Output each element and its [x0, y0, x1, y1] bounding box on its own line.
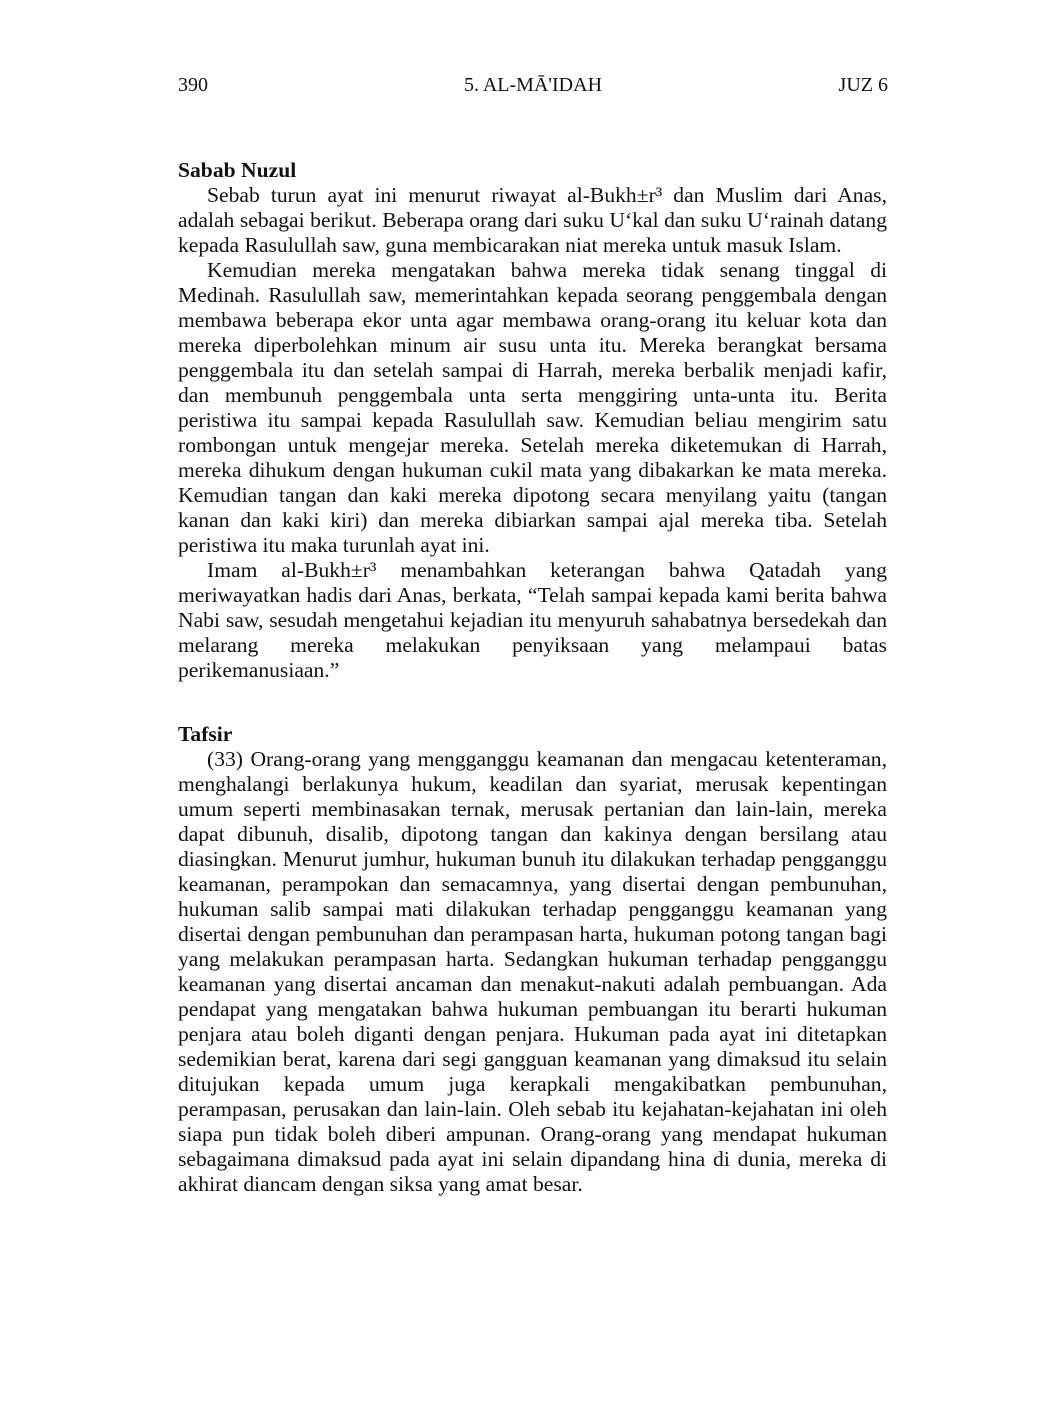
surah-title: 5. AL-MĀ'IDAH	[463, 74, 603, 96]
section-spacer	[178, 683, 887, 722]
juz-label: JUZ 6	[838, 74, 888, 96]
sabab-nuzul-section	[178, 158, 887, 683]
page-number: 390	[178, 74, 208, 96]
sabab-nuzul-heading: Sabab Nuzul	[178, 158, 297, 182]
tafsir-heading: Tafsir	[178, 722, 233, 746]
sabab-nuzul-paragraph: Imam al-Bukh±r³ menambahkan keterangan bahwa Qatadah yang meriwayatkan hadis dari Anas, berkata, “Telah sampai kepada kami berita bahwa Nabi saw, sesudah mengetahui kejadian itu menyuruh sahabatnya bersedekah dan melarang mereka melakukan penyiksaan yang melampaui batas perikemanusiaan.”	[178, 558, 887, 682]
sabab-nuzul-paragraph: Sebab turun ayat ini menurut riwayat al-Bukh±r³ dan Muslim dari Anas, adalah sebagai berikut. Beberapa orang dari suku U‘kal dan suku U‘rainah datang kepada Rasulullah saw, guna membicarakan niat mereka untuk masuk Islam.	[178, 183, 887, 257]
page-header	[178, 70, 888, 100]
sabab-nuzul-paragraph: Kemudian mereka mengatakan bahwa mereka tidak senang tinggal di Medinah. Rasulullah saw, memerintahkan kepada seorang penggembala dengan membawa beberapa ekor unta agar membawa orang-orang itu keluar kota dan mereka diperbolehkan minum air susu unta itu. Mereka berangkat bersama penggembala itu dan setelah sampai di Harrah, mereka berbalik menjadi kafir, dan membunuh penggembala unta serta menggiring unta-unta itu. Berita peristiwa itu sampai kepada Rasulullah saw. Kemudian beliau mengirim satu rombongan untuk mengejar mereka. Setelah mereka diketemukan di Harrah, mereka dihukum dengan hukuman cukil mata yang dibakarkan ke mata mereka. Kemudian tangan dan kaki mereka dipotong secara menyilang yaitu (tangan kanan dan kaki kiri) dan mereka dibiarkan sampai ajal mereka tiba. Setelah peristiwa itu maka turunlah ayat ini.	[178, 258, 887, 557]
tafsir-section	[178, 722, 887, 1197]
tafsir-paragraph: (33) Orang-orang yang mengganggu keamanan dan mengacau ketenteraman, menghalangi berlakunya hukum, keadilan dan syariat, merusak kepentingan umum seperti membinasakan ternak, merusak pertanian dan lain-lain, mereka dapat dibunuh, disalib, dipotong tangan dan kakinya dengan bersilang atau diasingkan. Menurut jumhur, hukuman bunuh itu dilakukan terhadap pengganggu keamanan, perampokan dan semacamnya, yang disertai dengan pembunuhan, hukuman salib sampai mati dilakukan terhadap pengganggu keamanan yang disertai dengan pembunuhan dan perampasan harta, hukuman potong tangan bagi yang melakukan perampasan harta. Sedangkan hukuman terhadap pengganggu keamanan yang disertai ancaman dan menakut-nakuti adalah pembuangan. Ada pendapat yang mengatakan bahwa hukuman pembuangan itu berarti hukuman penjara atau boleh diganti dengan penjara. Hukuman pada ayat ini ditetapkan sedemikian berat, karena dari segi gangguan keamanan yang dimaksud itu selain ditujukan kepada umum juga kerapkali mengakibatkan pembunuhan, perampasan, perusakan dan lain-lain. Oleh sebab itu kejahatan-kejahatan ini oleh siapa pun tidak boleh diberi ampunan. Orang-orang yang mendapat hukuman sebagaimana dimaksud pada ayat ini selain dipandang hina di dunia, mereka di akhirat diancam dengan siksa yang amat besar.	[178, 747, 887, 1196]
page-body	[178, 158, 887, 1197]
